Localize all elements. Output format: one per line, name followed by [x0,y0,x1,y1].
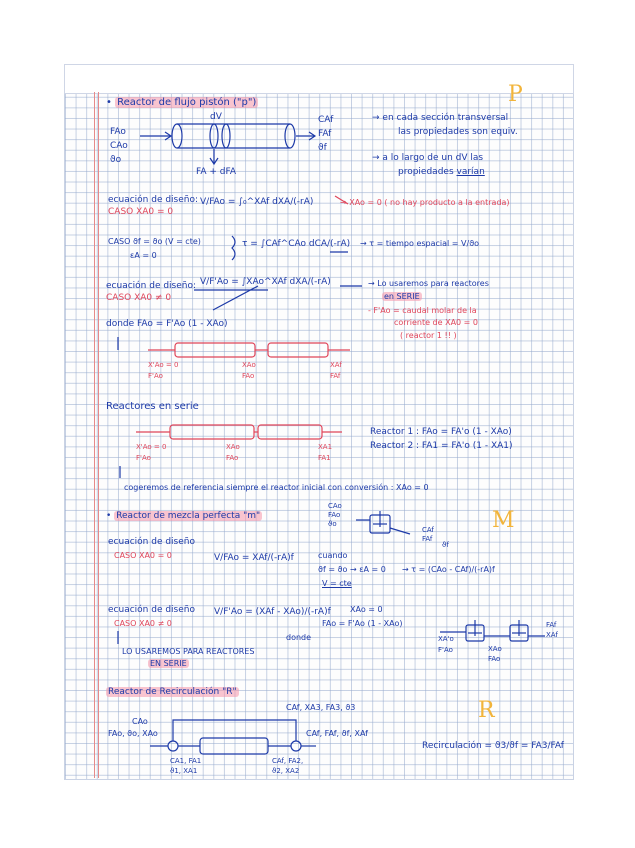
chain1-label-2a: XAo [242,361,256,369]
chain1-label-3a: XAf [330,361,342,369]
pfr-inlet-vo: ϑo [110,155,122,165]
chain2-label-2a: XAo [226,443,240,451]
pfr-design-label-2: ecuación de diseño: [106,281,197,291]
pfr-donde: donde FAo = F'Ao (1 - XAo) [106,319,228,329]
chain2-label-1b: F'Ao [136,454,151,462]
pfr-fao-note-b: corriente de XA0 = 0 [394,318,479,327]
pfr-note-2b: propiedades varían [398,167,485,177]
pfr-letter: P [508,82,523,107]
recycle-feed-cao: CAo [132,717,148,726]
mixed-section-title: • Reactor de mezcla perfecta "m" [106,511,261,521]
pfr-dv-label: dV [210,112,222,122]
pfr-design-eq: V/FAo = ∫₀^XAf dXA/(-rA) [200,197,314,207]
pfr-outlet-vf: ϑf [318,143,327,153]
pfr-outlet-faf: FAf [318,129,332,139]
recycle-outlet-label: CAf, FAf, ϑf, XAf [306,729,368,738]
pfr-inlet-cao: CAo [110,141,128,151]
mixed-case-2: CASO XA0 ≠ 0 [114,619,172,628]
pfr-case-vol-2: εA = 0 [130,251,157,260]
mixed-tank-in-cao: CAo [328,502,342,510]
pfr-case-1: CASO XA0 = 0 [108,207,174,217]
series-section-title: Reactores en serie [106,401,199,412]
mixed-cond-1: ϑf = ϑo → εA = 0 [318,565,386,574]
mixed-tau: → τ = (CAo - CAf)/(-rA)f [402,565,495,574]
mixed-case-1: CASO XA0 = 0 [114,551,172,560]
pfr-tube-right-end [285,124,295,148]
mixed-chain-out-xaf: XAf [546,631,558,639]
recycle-feed-rest: FAo, ϑo, XAo [108,729,158,738]
mixed-tank-in-vo: ϑo [328,520,337,528]
mixed-tank-in-fao: FAo [328,511,341,519]
pfr-serie-note-a: → Lo usaremos para reactores [368,279,489,288]
pfr-tau-def: → τ = tiempo espacial = V/ϑo [360,239,480,248]
recycle-node1-b: ϑ1, XA1 [170,767,198,775]
mixed-eq-1: V/FAo = XAf/(-rA)f [214,553,294,563]
pfr-outlet-caf: CAf [318,115,334,125]
recycle-ratio: Recirculación = ϑ3/ϑf = FA3/FAf [422,741,564,751]
pfr-note-1a: → en cada sección transversal [372,113,509,123]
pfr-fao-note-c: ( reactor 1 !! ) [400,331,457,340]
recycle-node2-b: ϑ2, XA2 [272,767,300,775]
mixed-chain-in-xa: XA'o [438,635,454,643]
pfr-case-1-note: → XAo = 0 ( no hay producto a la entrada) [340,198,510,207]
pfr-fao-note-a: - F'Ao = caudal molar de la [368,306,477,315]
mixed-cond-2: V = cte [322,579,352,588]
pfr-design-eq-2: V/F'Ao = ∫XAo^XAf dXA/(-rA) [200,277,331,287]
pfr-design-label: ecuación de diseño: [108,195,199,205]
chain1-label-2b: FAo [242,372,255,380]
mixed-series-note-b: EN SERIE [150,659,187,668]
mixed-eq-2: V/F'Ao = (XAf - XAo)/(-rA)f [214,607,331,617]
recycle-node2-a: CAf, FA2, [272,757,304,765]
pfr-inlet-fao: FAo [110,127,126,137]
pfr-note-2a: → a lo largo de un dV las [372,153,484,163]
mixed-donde: donde [286,633,312,642]
mixed-cuando: cuando [318,551,348,560]
chain1-label-1b: F'Ao [148,372,163,380]
chain2-label-3a: XA1 [318,443,333,451]
pfr-case-2: CASO XA0 ≠ 0 [106,293,172,303]
mixed-chain-mid-fa: FAo [488,655,501,663]
pfr-section-title: • Reactor de flujo pistón ("p") [106,97,257,108]
pfr-note-1b: las propiedades son equiv. [398,127,518,137]
mixed-series-note-a: LO USAREMOS PARA REACTORES [122,647,255,656]
pfr-case-vol-1: CASO ϑf = ϑo (V = cte) [108,237,201,246]
pfr-tau-eq: τ = ∫CAf^CAo dCA/(-rA) [242,239,351,249]
recycle-section-title: Reactor de Recirculación "R" [108,687,237,697]
series-reactor-2: Reactor 2 : FA1 = FA'o (1 - XA1) [370,441,513,451]
chain1-label-3b: FAf [330,372,341,380]
mixed-design-label: ecuación de diseño [108,537,195,547]
mixed-chain-in-fa: F'Ao [438,646,453,654]
mixed-letter: M [492,508,515,533]
chain1-label-1a: X'Ao = 0 [148,361,179,369]
mixed-xao-zero: XAo = 0 [350,605,383,614]
pfr-fa-dfa: FA + dFA [196,167,236,177]
mixed-tank-out-vf: ϑf [442,541,449,549]
mixed-fao-eq: FAo = F'Ao (1 - XAo) [322,619,403,628]
series-reference-note: cogeremos de referencia siempre el reactor inicial con conversión : XAo = 0 [124,483,429,492]
pfr-tube-left-end [172,124,182,148]
mixed-chain-out-faf: FAf [546,621,557,629]
chain2-label-1a: X'Ao = 0 [136,443,167,451]
mixed-chain-mid-xa: XAo [488,645,502,653]
mixed-design-label-2: ecuación de diseño [108,605,195,615]
chain2-label-3b: FA1 [318,454,331,462]
mixed-tank-out-faf: FAf [422,535,433,543]
chain2-label-2b: FAo [226,454,239,462]
recycle-letter: R [478,698,495,723]
series-reactor-1: Reactor 1 : FAo = FA'o (1 - XAo) [370,427,512,437]
recycle-stream-label: CAf, XA3, FA3, ϑ3 [286,703,356,712]
mixed-tank-out-caf: CAf [422,526,434,534]
pfr-serie-note-b: en SERIE [384,292,420,301]
recycle-node1-a: CA1, FA1 [170,757,202,765]
